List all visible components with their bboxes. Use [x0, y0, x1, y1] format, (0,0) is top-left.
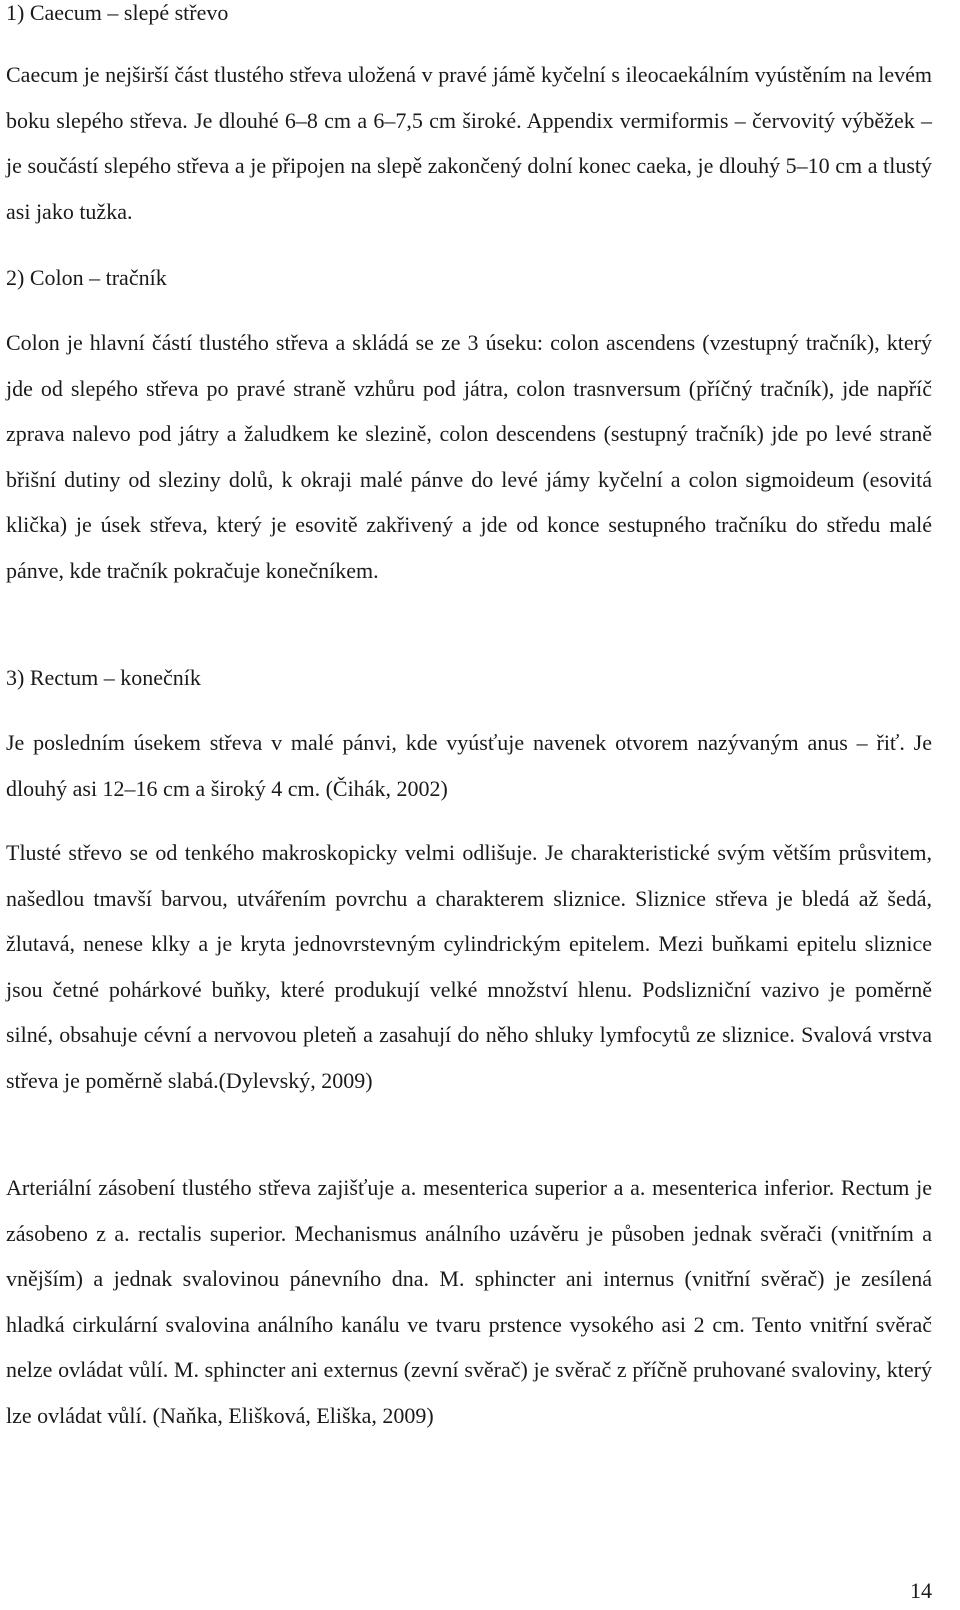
- section-heading-rectum: 3) Rectum – konečník: [6, 665, 201, 690]
- paragraph-blood-supply: Arteriální zásobení tlustého střeva zajišťuje a. mesenterica superior a a. mesenterica inferior. Rectum je zásobeno z a. rectalis superior. Mechanismus análního uzávěru je působen jednak svěrači (vnitřním a vnějším) a jednak svalovinou pánevního dna. M. sphincter ani internus (vnitřní svěrač) je zesílená hladká cirkulární svalovina análního kanálu ve tvaru prstence vysokého asi 2 cm. Tento vnitřní svěrač nelze ovládat vůlí. M. sphincter ani externus (zevní svěrač) je svěrač z příčně pruhované svaloviny, který lze ovládat vůlí. (Naňka, Elišková, Eliška, 2009): [6, 1175, 932, 1428]
- paragraph-caecum: Caecum je nejširší část tlustého střeva uložená v pravé jámě kyčelní s ileocaekálním vyústěním na levém boku slepého střeva. Je dlouhé 6–8 cm a 6–7,5 cm široké. Appendix vermiformis – červovitý výběžek – je součástí slepého střeva a je připojen na slepě zakončený dolní konec caeka, je dlouhý 5–10 cm a tlustý asi jako tužka.: [6, 62, 932, 224]
- paragraph-colon: Colon je hlavní částí tlustého střeva a skládá se ze 3 úseku: colon ascendens (vzestupný tračník), který jde od slepého střeva po pravé straně vzhůru pod játra, colon trasnversum (příčný tračník), jde napříč zprava nalevo pod játry a žaludkem ke slezině, colon descendens (sestupný tračník) jde po levé straně břišní dutiny od sleziny dolů, k okraji malé pánve do levé jámy kyčelní a colon sigmoideum (esovitá klička) je úsek střeva, který je esovitě zakřivený a jde od konce sestupného tračníku do středu malé pánve, kde tračník pokračuje konečníkem.: [6, 330, 932, 583]
- paragraph-mucosa: Tlusté střevo se od tenkého makroskopicky velmi odlišuje. Je charakteristické svým větším průsvitem, našedlou tmavší barvou, utvářením povrchu a charakterem sliznice. Sliznice střeva je bledá až šedá, žlutavá, nenese klky a je kryta jednovrstevným cylindrickým epitelem. Mezi buňkami epitelu sliznice jsou četné pohárkové buňky, které produkují velké množství hlenu. Podslizniční vazivo je poměrně silné, obsahuje cévní a nervovou pleteň a zasahují do něho shluky lymfocytů ze sliznice. Svalová vrstva střeva je poměrně slabá.(Dylevský, 2009): [6, 840, 932, 1093]
- section-heading-colon: 2) Colon – tračník: [6, 265, 167, 290]
- section-heading-caecum: 1) Caecum – slepé střevo: [6, 0, 229, 25]
- page-number: 14: [910, 1578, 932, 1603]
- paragraph-rectum: Je posledním úsekem střeva v malé pánvi, kde vyúsťuje navenek otvorem nazývaným anus – řiť. Je dlouhý asi 12–16 cm a široký 4 cm. (Čihák, 2002): [6, 730, 932, 801]
